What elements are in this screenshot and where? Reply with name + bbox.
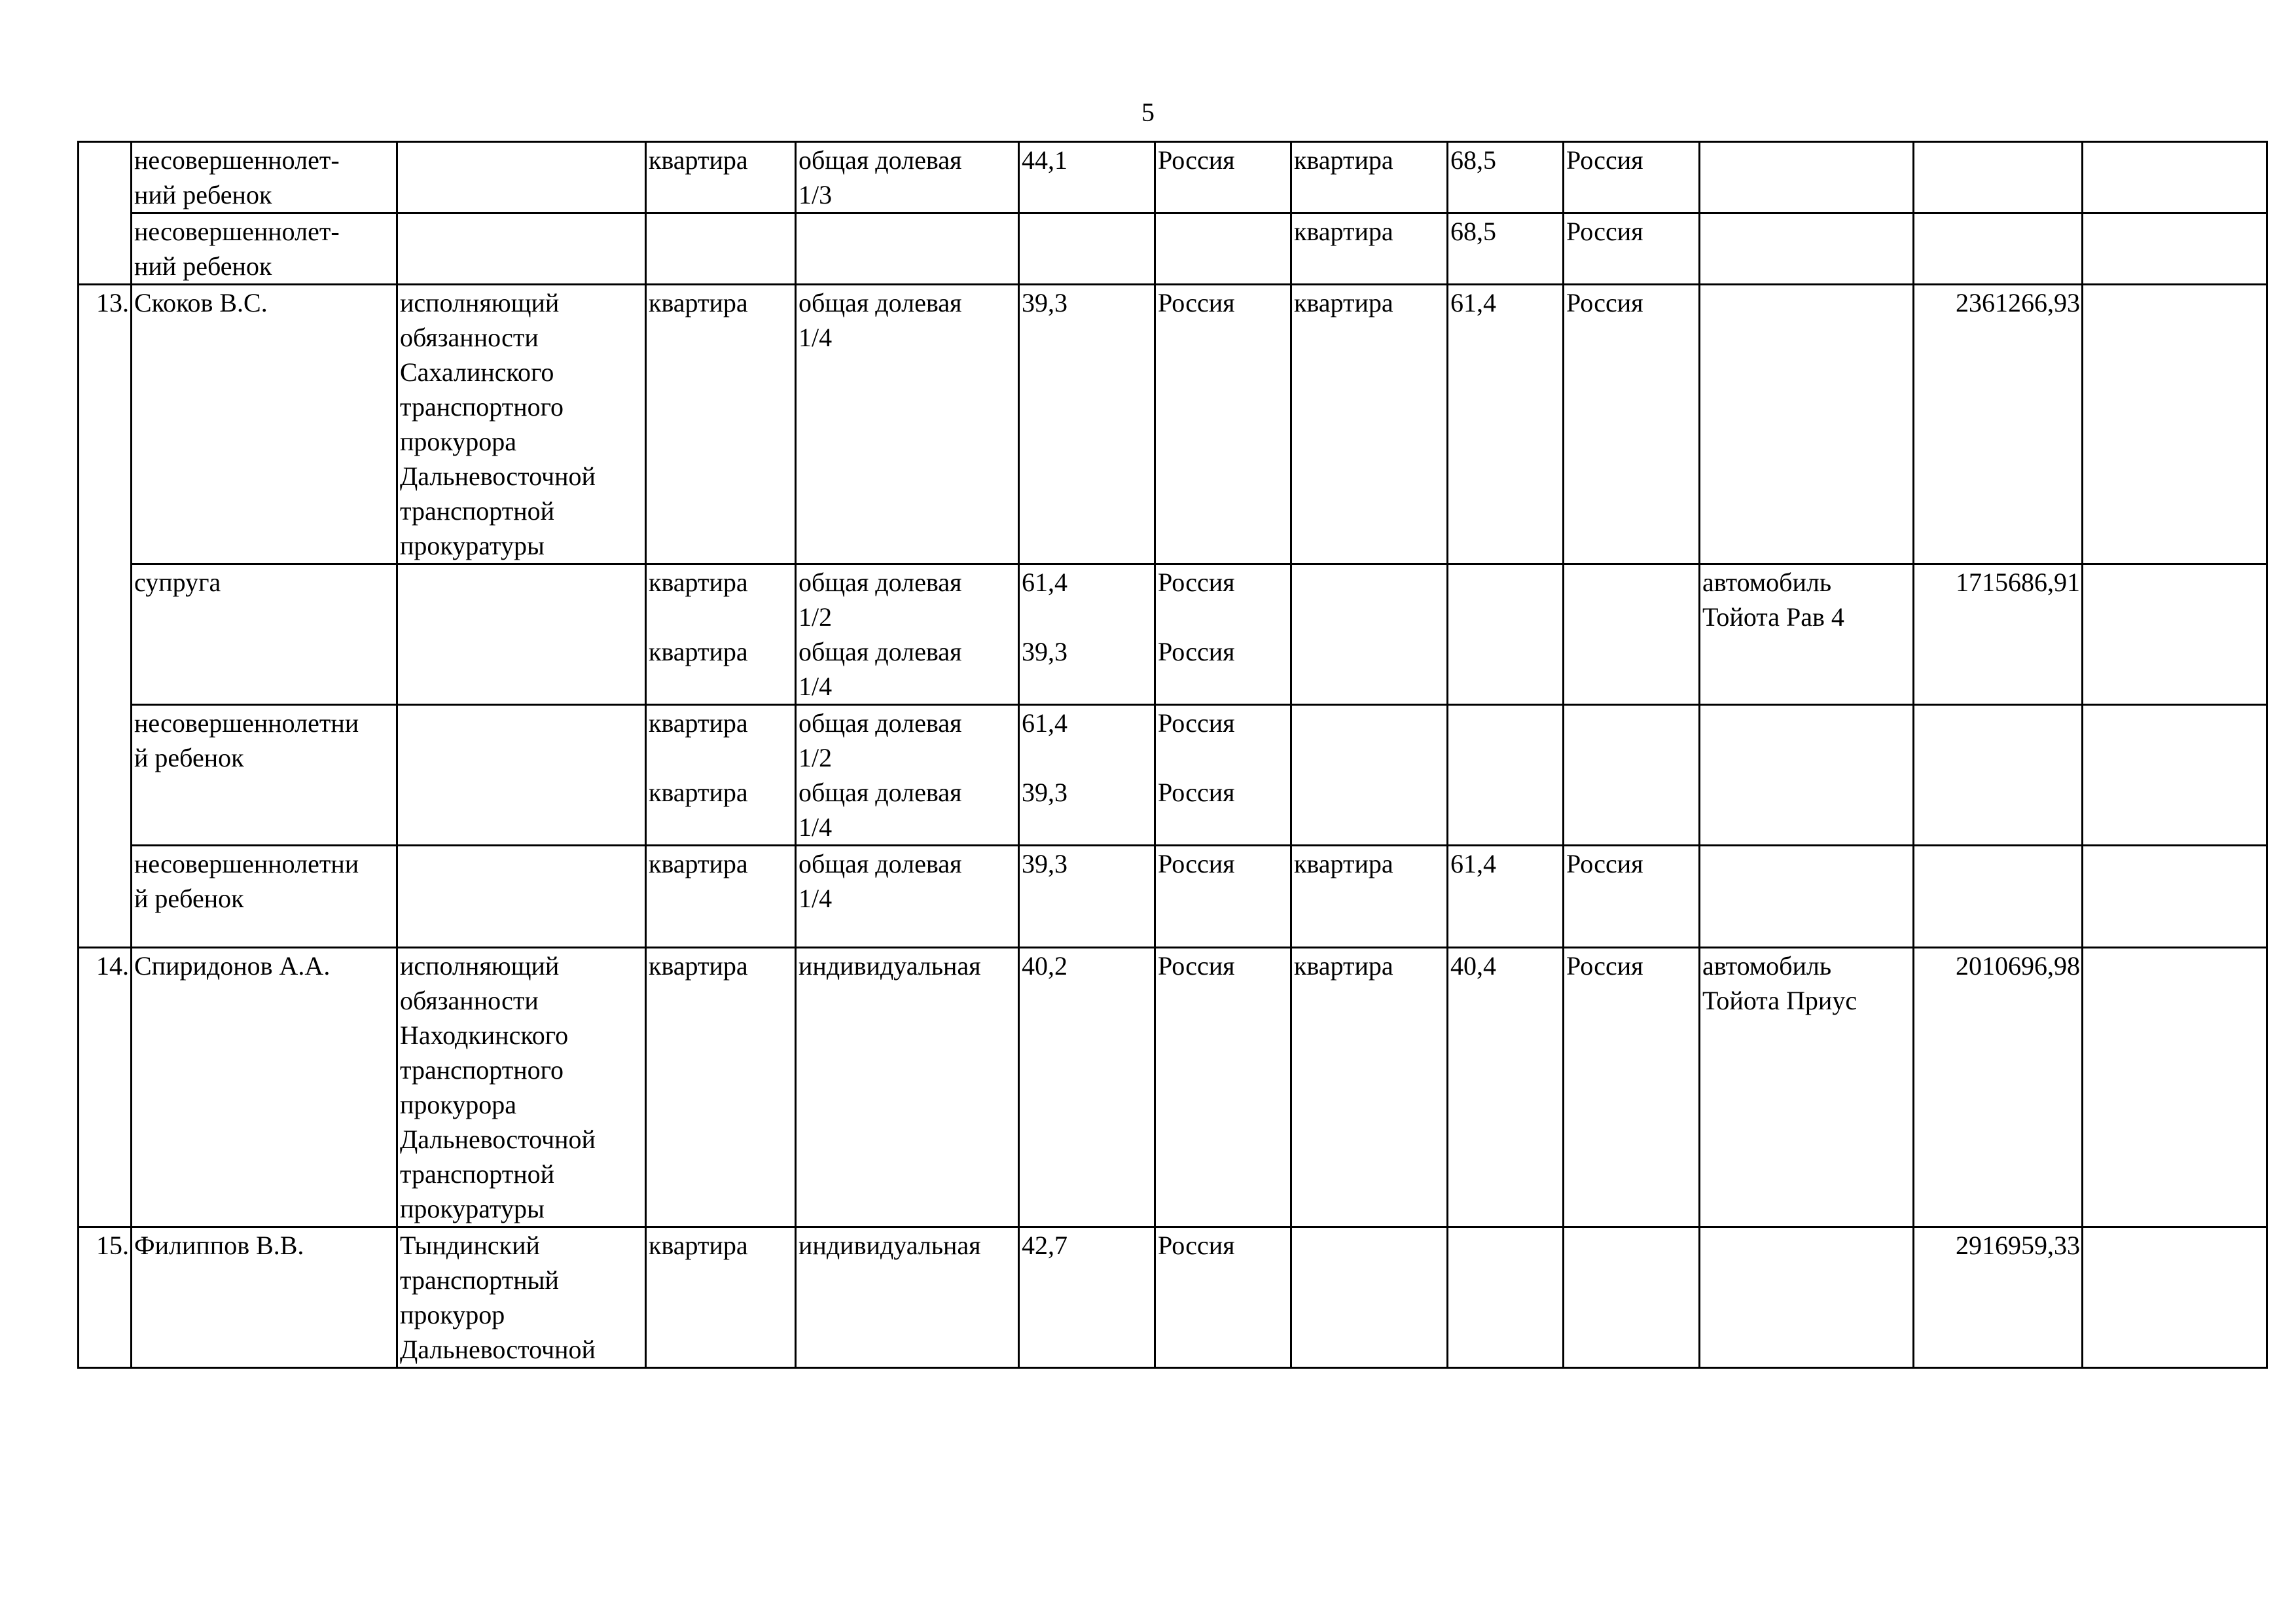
used-object-type: квартира [1291,846,1448,948]
position-cell [397,705,646,846]
used-area: 61,4 [1448,285,1564,564]
owned-ownership-kind: общая долевая 1/2 общая долевая 1/4 [796,705,1019,846]
table-row [79,846,2267,948]
position-cell [397,846,646,948]
table-row [79,142,2267,213]
used-country: Россия [1564,213,1700,285]
used-country: Россия [1564,285,1700,564]
position-cell: исполняющий обязанности Сахалинского транспортного прокурора Дальневосточной транспортной прокуратуры [397,285,646,564]
owned-area: 44,1 [1019,142,1155,213]
source-cell [2083,213,2267,285]
owned-country: Россия [1155,285,1291,564]
income-cell [1914,213,2083,285]
used-country [1564,564,1700,705]
used-area: 61,4 [1448,846,1564,948]
owned-country: Россия [1155,142,1291,213]
owned-object-type: квартира квартира [646,564,796,705]
owned-ownership-kind: общая долевая 1/3 [796,142,1019,213]
row-number-cell [79,142,132,285]
income-cell [1914,705,2083,846]
table-row [79,213,2267,285]
page-number: 5 [1141,98,1155,127]
name-line: несовершеннолет- [134,217,340,246]
used-country [1564,1227,1700,1368]
owned-object-type [646,213,796,285]
used-object-type: квартира [1291,285,1448,564]
position-cell: Тындинский транспортный прокурор Дальневосточной [397,1227,646,1368]
used-area [1448,1227,1564,1368]
name-cell: супруга [132,564,397,705]
table-row [79,705,2267,846]
source-cell [2083,1227,2267,1368]
owned-ownership-kind: индивидуальная [796,1227,1019,1368]
vehicles-cell [1700,1227,1914,1368]
source-cell [2083,564,2267,705]
owned-ownership-kind [796,213,1019,285]
owned-country: Россия Россия [1155,705,1291,846]
owned-area: 61,4 39,3 [1019,564,1155,705]
used-country: Россия [1564,142,1700,213]
position-cell [397,564,646,705]
income-cell [1914,142,2083,213]
used-object-type: квартира [1291,142,1448,213]
table-row [79,285,2267,564]
vehicles-cell [1700,705,1914,846]
owned-object-type: квартира [646,142,796,213]
owned-ownership-kind: общая долевая 1/4 [796,285,1019,564]
row-number-cell: 13. [79,285,132,948]
used-country: Россия [1564,846,1700,948]
declaration-table [77,141,2268,1369]
vehicles-cell [1700,213,1914,285]
table-row [79,948,2267,1227]
income-cell: 2010696,98 [1914,948,2083,1227]
source-cell [2083,948,2267,1227]
used-area: 68,5 [1448,142,1564,213]
used-country [1564,705,1700,846]
owned-country [1155,213,1291,285]
owned-ownership-kind: общая долевая 1/2 общая долевая 1/4 [796,564,1019,705]
name-cell: несовершеннолетни й ребенок [132,705,397,846]
table-row [79,1227,2267,1368]
owned-object-type: квартира [646,846,796,948]
source-cell [2083,285,2267,564]
position-cell [397,213,646,285]
vehicles-cell [1700,285,1914,564]
owned-country: Россия [1155,1227,1291,1368]
used-object-type [1291,1227,1448,1368]
owned-object-type: квартира [646,285,796,564]
vehicles-cell [1700,846,1914,948]
income-cell: 2361266,93 [1914,285,2083,564]
used-object-type: квартира [1291,948,1448,1227]
used-area: 40,4 [1448,948,1564,1227]
owned-area: 39,3 [1019,285,1155,564]
used-area [1448,705,1564,846]
used-area [1448,564,1564,705]
name-cell: несовершеннолетни й ребенок [132,846,397,948]
owned-area: 40,2 [1019,948,1155,1227]
vehicles-cell: автомобиль Тойота Приус [1700,948,1914,1227]
income-cell [1914,846,2083,948]
income-cell: 2916959,33 [1914,1227,2083,1368]
position-cell [397,142,646,213]
owned-object-type: квартира [646,948,796,1227]
used-object-type [1291,705,1448,846]
used-area: 68,5 [1448,213,1564,285]
name-line: несовершеннолет- [134,145,340,175]
vehicles-cell [1700,142,1914,213]
owned-country: Россия [1155,948,1291,1227]
table-row [79,564,2267,705]
owned-area: 61,4 39,3 [1019,705,1155,846]
name-cell: Филиппов В.В. [132,1227,397,1368]
owned-area: 42,7 [1019,1227,1155,1368]
used-object-type [1291,564,1448,705]
row-number-cell: 14. [79,948,132,1227]
owned-object-type: квартира [646,1227,796,1368]
name-cell: Спиридонов А.А. [132,948,397,1227]
position-cell: исполняющий обязанности Находкинского транспортного прокурора Дальневосточной транспортной прокуратуры [397,948,646,1227]
source-cell [2083,705,2267,846]
owned-country: Россия Россия [1155,564,1291,705]
row-number-cell: 15. [79,1227,132,1368]
used-object-type: квартира [1291,213,1448,285]
owned-ownership-kind: общая долевая 1/4 [796,846,1019,948]
name-cell [132,142,397,213]
owned-country: Россия [1155,846,1291,948]
owned-area [1019,213,1155,285]
vehicles-cell: автомобиль Тойота Рав 4 [1700,564,1914,705]
owned-area: 39,3 [1019,846,1155,948]
source-cell [2083,846,2267,948]
name-cell: Скоков В.С. [132,285,397,564]
name-cell [132,213,397,285]
income-cell: 1715686,91 [1914,564,2083,705]
owned-object-type: квартира квартира [646,705,796,846]
name-line: ний ребенок [134,251,272,281]
source-cell [2083,142,2267,213]
name-line: ний ребенок [134,180,272,209]
used-country: Россия [1564,948,1700,1227]
owned-ownership-kind: индивидуальная [796,948,1019,1227]
